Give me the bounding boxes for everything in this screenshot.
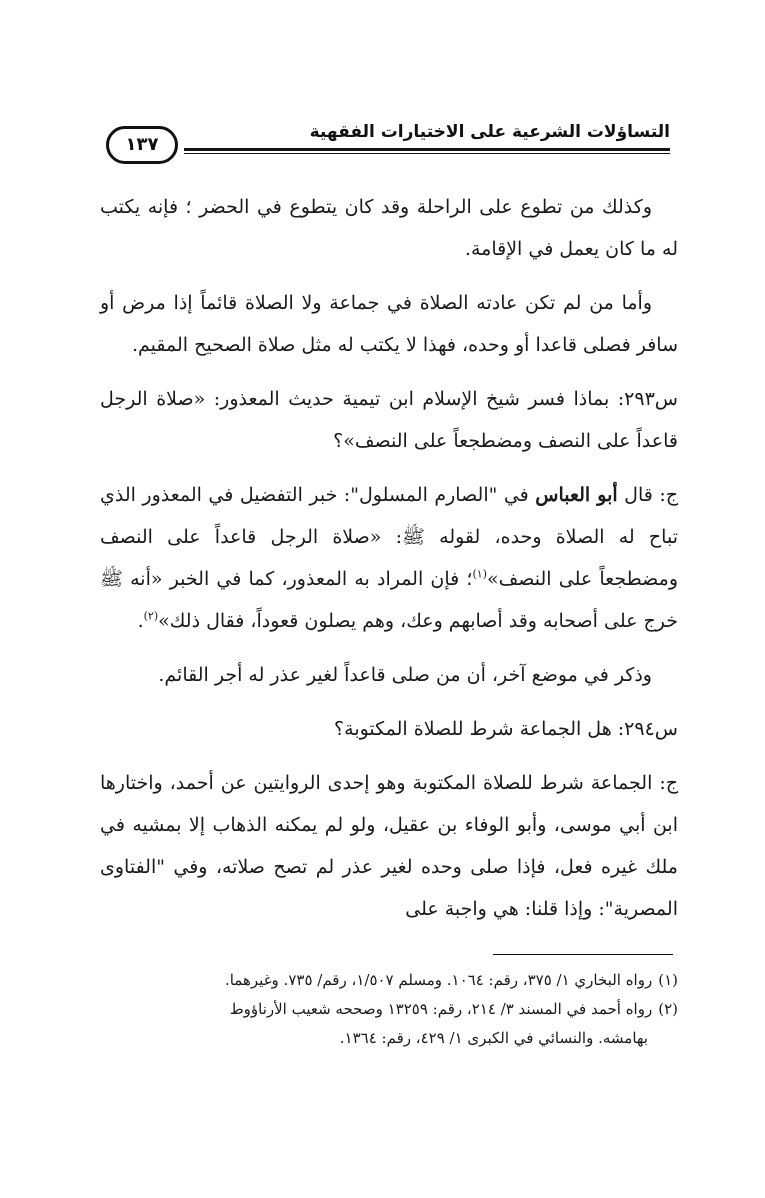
- footnote-ref-2[interactable]: (٢): [143, 609, 159, 623]
- paragraph: وذكر في موضع آخر، أن من صلى قاعداً لغير عذر له أجر القائم.: [158, 664, 652, 686]
- footnote-number: (٢): [658, 1000, 678, 1018]
- footnote-text-continued: بهامشه. والنسائي في الكبرى ١/ ٤٢٩، رقم: ١٣٦٤.: [339, 1029, 648, 1047]
- question-293: س٢٩٣: بماذا فسر شيخ الإسلام ابن تيمية حديث المعذور: «صلاة الرجل قاعداً على النصف ومضطجعاً على النصف»؟: [100, 388, 678, 452]
- footnote-separator: [493, 954, 673, 955]
- answer-end: .: [137, 610, 144, 632]
- answer-293: [100, 474, 678, 642]
- answer-text: ؛ فإن المراد به المعذور، كما في الخبر «أنه ﷺ خرج على أصحابه وقد أصابهم وعك، وهم يصلون قعوداً، فقال ذلك»: [100, 568, 678, 632]
- main-text: [100, 186, 678, 942]
- answer-prefix: ج: قال: [617, 484, 678, 506]
- page-number: ١٣٧: [106, 126, 178, 164]
- footnote-2: [100, 995, 678, 1053]
- paragraph: وأما من لم تكن عادته الصلاة في جماعة ولا الصلاة قائماً إذا مرض أو سافر فصلى قاعدا أو وحده، فهذا لا يكتب له مثل صلاة الصحيح المقيم.: [100, 292, 678, 356]
- question-294: س٢٩٤: هل الجماعة شرط للصلاة المكتوبة؟: [334, 718, 678, 740]
- footnote-number: (١): [658, 971, 678, 989]
- footnote-text: رواه البخاري ١/ ٣٧٥، رقم: ١٠٦٤. ومسلم ١/٥٠٧، رقم/ ٧٣٥. وغيرهما.: [224, 971, 653, 989]
- footnote-text: رواه أحمد في المسند ٣/ ٢١٤، رقم: ١٣٢٥٩ وصححه شعيب الأرناؤوط: [229, 1000, 653, 1018]
- scholar-name: أبو العباس: [535, 484, 618, 506]
- answer-text: في "الصارم المسلول": خبر التفضيل في المعذور الذي تباح له الصلاة وحده، لقوله ﷺ: «صلاة الرجل قاعداً على النصف ومضطجعاً على النصف»: [100, 484, 678, 590]
- footnotes: [100, 966, 678, 1053]
- header-rule-thin: [184, 153, 670, 154]
- running-header: [104, 116, 670, 172]
- footnote-1: [100, 966, 678, 995]
- book-title: التساؤلات الشرعية على الاختيارات الفقهية: [309, 122, 670, 142]
- answer-294: ج: الجماعة شرط للصلاة المكتوبة وهو إحدى الروايتين عن أحمد، واختارها ابن أبي موسى، وأبو الوفاء بن عقيل، ولو لم يمكنه الذهاب إلا بمشيه في ملك غيره فعل، فإذا صلى وحده لغير عذر لم تصح صلاته، وفي "الفتاوى المصرية": وإذا قلنا: هي واجبة على: [100, 772, 678, 920]
- footnote-ref-1[interactable]: (١): [472, 567, 487, 581]
- paragraph: وكذلك من تطوع على الراحلة وقد كان يتطوع في الحضر ؛ فإنه يكتب له ما كان يعمل في الإقامة.: [100, 196, 678, 260]
- header-rule: [184, 148, 670, 151]
